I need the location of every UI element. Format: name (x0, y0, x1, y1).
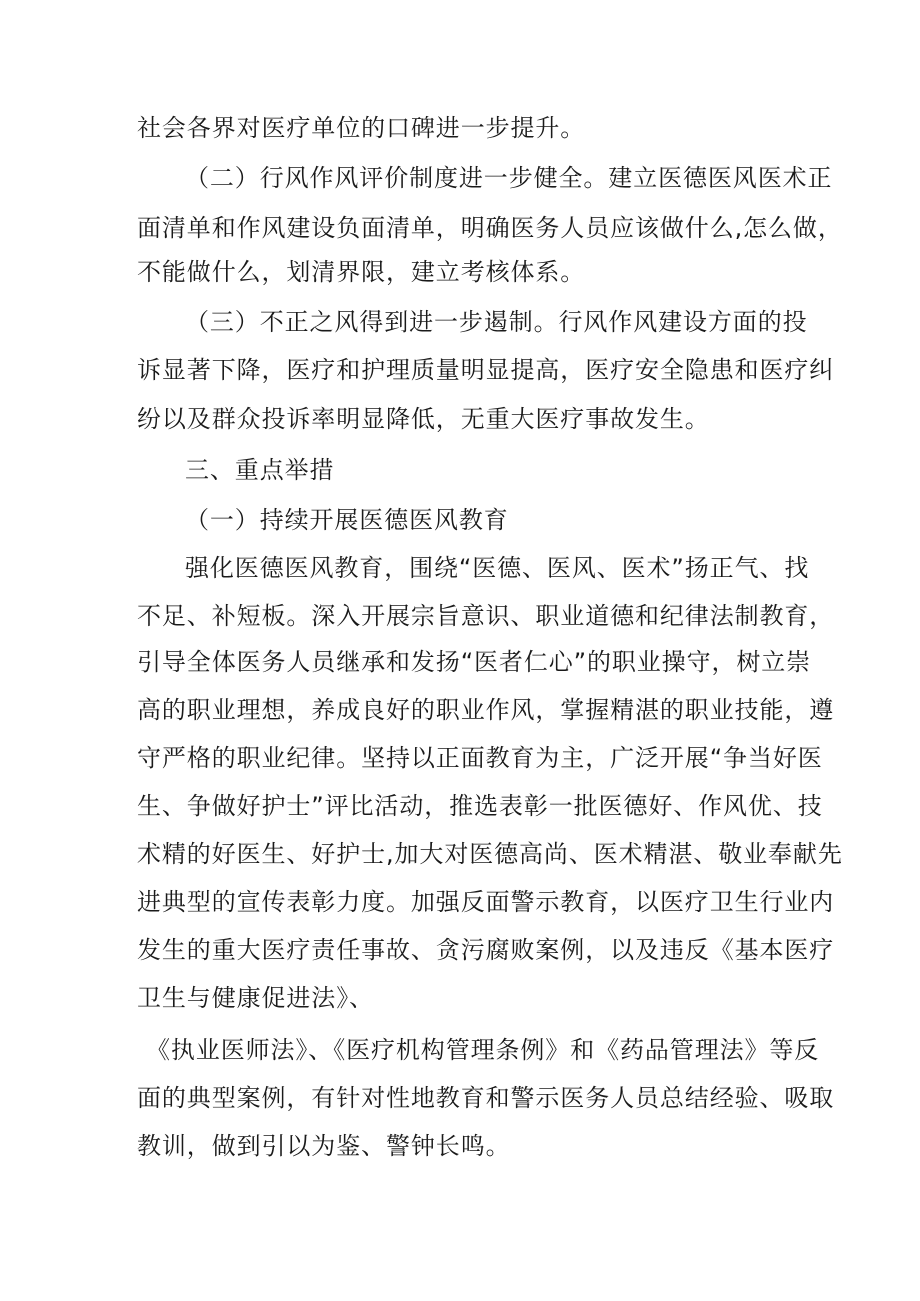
text-line: 纷以及群众投诉率明显降低，无重大医疗事故发生。 (137, 405, 710, 433)
text-line: （二）行风作风评价制度进一步健全。建立医德医风医术正 (185, 164, 833, 192)
section-heading: 三、重点举措 (185, 456, 335, 484)
text-line: 教训，做到引以为鉴、警钟长鸣。 (137, 1132, 511, 1160)
text-line: 发生的重大医疗责任事故、贪污腐败案例，以及违反《基本医疗 (137, 936, 835, 964)
text-line: 面的典型案例，有针对性地教育和警示医务人员总结经验、吸取 (137, 1084, 835, 1112)
text-line: 高的职业理想，养成良好的职业作风，掌握精湛的职业技能，遵 (137, 696, 835, 724)
text-line: 进典型的宣传表彰力度。加强反面警示教育，以医疗卫生行业内 (137, 888, 835, 916)
text-line: 诉显著下降，医疗和护理质量明显提高，医疗安全隐患和医疗纠 (137, 356, 835, 384)
text-line: 面清单和作风建设负面清单，明确医务人员应该做什么,怎么做， (137, 214, 843, 242)
text-line: 术精的好医生、好护士,加大对医德高尚、医术精湛、敬业奉献先 (137, 840, 843, 868)
text-line: 不能做什么，划清界限，建立考核体系。 (137, 258, 586, 286)
text-line: 《执业医师法》、《医疗机构管理条例》和《药品管理法》等反 (146, 1036, 820, 1064)
text-line: 卫生与健康促进法》、 (137, 984, 374, 1012)
text-line: 不足、补短板。深入开展宗旨意识、职业道德和纪律法制教育， (137, 602, 835, 630)
text-line: （三）不正之风得到进一步遏制。行风作风建设方面的投 (185, 308, 808, 336)
text-line: 强化医德医风教育，围绕“医德、医风、医术”扬正气、找 (185, 554, 810, 582)
text-line: 守严格的职业纪律。坚持以正面教育为主，广泛开展“争当好医 (137, 744, 823, 772)
text-line: 生、争做好护士”评比活动，推选表彰一批医德好、作风优、技 (137, 792, 823, 820)
text-line: 社会各界对医疗单位的口碑进一步提升。 (137, 114, 586, 142)
text-line: 引导全体医务人员继承和发扬“医者仁心”的职业操守，树立崇 (137, 648, 812, 676)
subsection-heading: （一）持续开展医德医风教育 (185, 506, 509, 534)
